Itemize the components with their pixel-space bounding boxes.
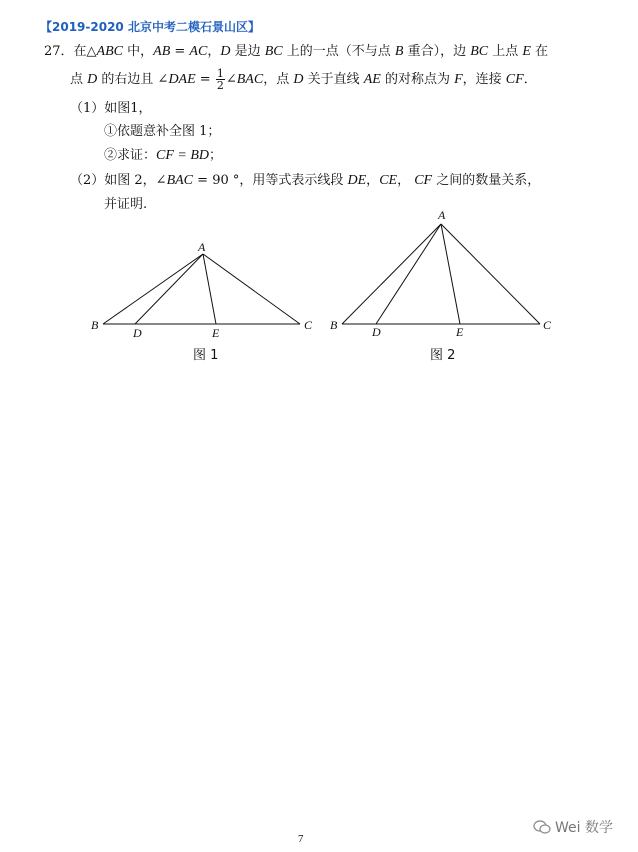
var: AC [189, 44, 208, 59]
part-2-line-1 [70, 173, 540, 189]
text: ∠ [225, 72, 237, 87]
var: DE [347, 173, 367, 188]
segment-ad [135, 254, 203, 324]
text: （2）如图 2，∠ [70, 173, 167, 188]
var: CF [505, 72, 524, 87]
text: 是边 [230, 44, 265, 59]
problem-line-1 [44, 44, 548, 60]
label-b: B [91, 318, 99, 332]
var: E [522, 44, 531, 59]
text: 上点 [488, 44, 523, 59]
var: D [220, 44, 231, 59]
text: ②求证： [104, 148, 157, 163]
label-d: D [133, 326, 142, 338]
text: 中， [123, 44, 154, 59]
var: ABC [96, 44, 123, 59]
var: DAE [168, 72, 196, 87]
part-1-item-2 [104, 148, 222, 164]
text: = [195, 72, 215, 87]
text: 上的一点（不与点 [282, 44, 395, 59]
text: 的对称点为 [380, 72, 455, 87]
label-a: A [198, 240, 206, 254]
segment-ae [441, 224, 460, 324]
wechat-icon [533, 819, 551, 835]
text: 之间的数量关系， [432, 173, 541, 188]
label-c: C [543, 318, 552, 332]
segment-ab [103, 254, 203, 324]
text: ． [523, 72, 537, 87]
label-e: E [212, 326, 220, 338]
figure-1 [85, 238, 315, 338]
text: ， [397, 173, 415, 188]
text: = [170, 44, 190, 59]
watermark-text: Wei 数学 [555, 820, 613, 836]
text: 27．在△ [44, 44, 97, 59]
var: BC [470, 44, 489, 59]
text: ； [209, 148, 223, 163]
segment-ab [342, 224, 441, 324]
var: BC [264, 44, 283, 59]
label-a: A [438, 208, 446, 222]
figure-2-caption: 图 2 [430, 348, 456, 363]
part-1-heading: （1）如图1， [70, 101, 152, 116]
source-header: 【2019-2020 北京中考二模石景山区】 [40, 20, 260, 34]
label-c: C [304, 318, 313, 332]
var: BAC [236, 72, 264, 87]
page-number: 7 [298, 833, 304, 845]
segment-ae [203, 254, 216, 324]
text: 在 [530, 44, 549, 59]
problem-line-2 [70, 68, 537, 91]
figure-2 [330, 205, 560, 339]
label-d: D [372, 325, 381, 339]
segment-ac [441, 224, 540, 324]
text: 的右边且 ∠ [97, 72, 169, 87]
segment-ac [203, 254, 300, 324]
expression: CF = BD [156, 148, 210, 163]
var: B [394, 44, 404, 59]
text: ， [366, 173, 380, 188]
var: D [87, 72, 98, 87]
var: AE [363, 72, 381, 87]
text: ，点 [263, 72, 294, 87]
var: CE [379, 173, 398, 188]
var: AB [153, 44, 171, 59]
figure-1-caption: 图 1 [193, 348, 219, 363]
text: ，连接 [462, 72, 506, 87]
watermark [533, 817, 613, 837]
fraction-denominator: 2 [216, 79, 224, 92]
var: D [293, 72, 304, 87]
text: = 90 °，用等式表示线段 [193, 173, 348, 188]
label-e: E [456, 325, 464, 339]
fraction-numerator: 1 [216, 67, 224, 80]
segment-ad [376, 224, 441, 324]
var: CF [414, 173, 433, 188]
fraction [216, 68, 225, 91]
text: 关于直线 [303, 72, 364, 87]
text: 重合），边 [403, 44, 471, 59]
part-1-item-1: ①依题意补全图 1； [104, 124, 221, 139]
var: F [454, 72, 463, 87]
var: BAC [166, 173, 194, 188]
text: ， [207, 44, 221, 59]
part-2-line-2: 并证明. [104, 197, 148, 212]
label-b: B [330, 318, 338, 332]
text: 点 [70, 72, 88, 87]
